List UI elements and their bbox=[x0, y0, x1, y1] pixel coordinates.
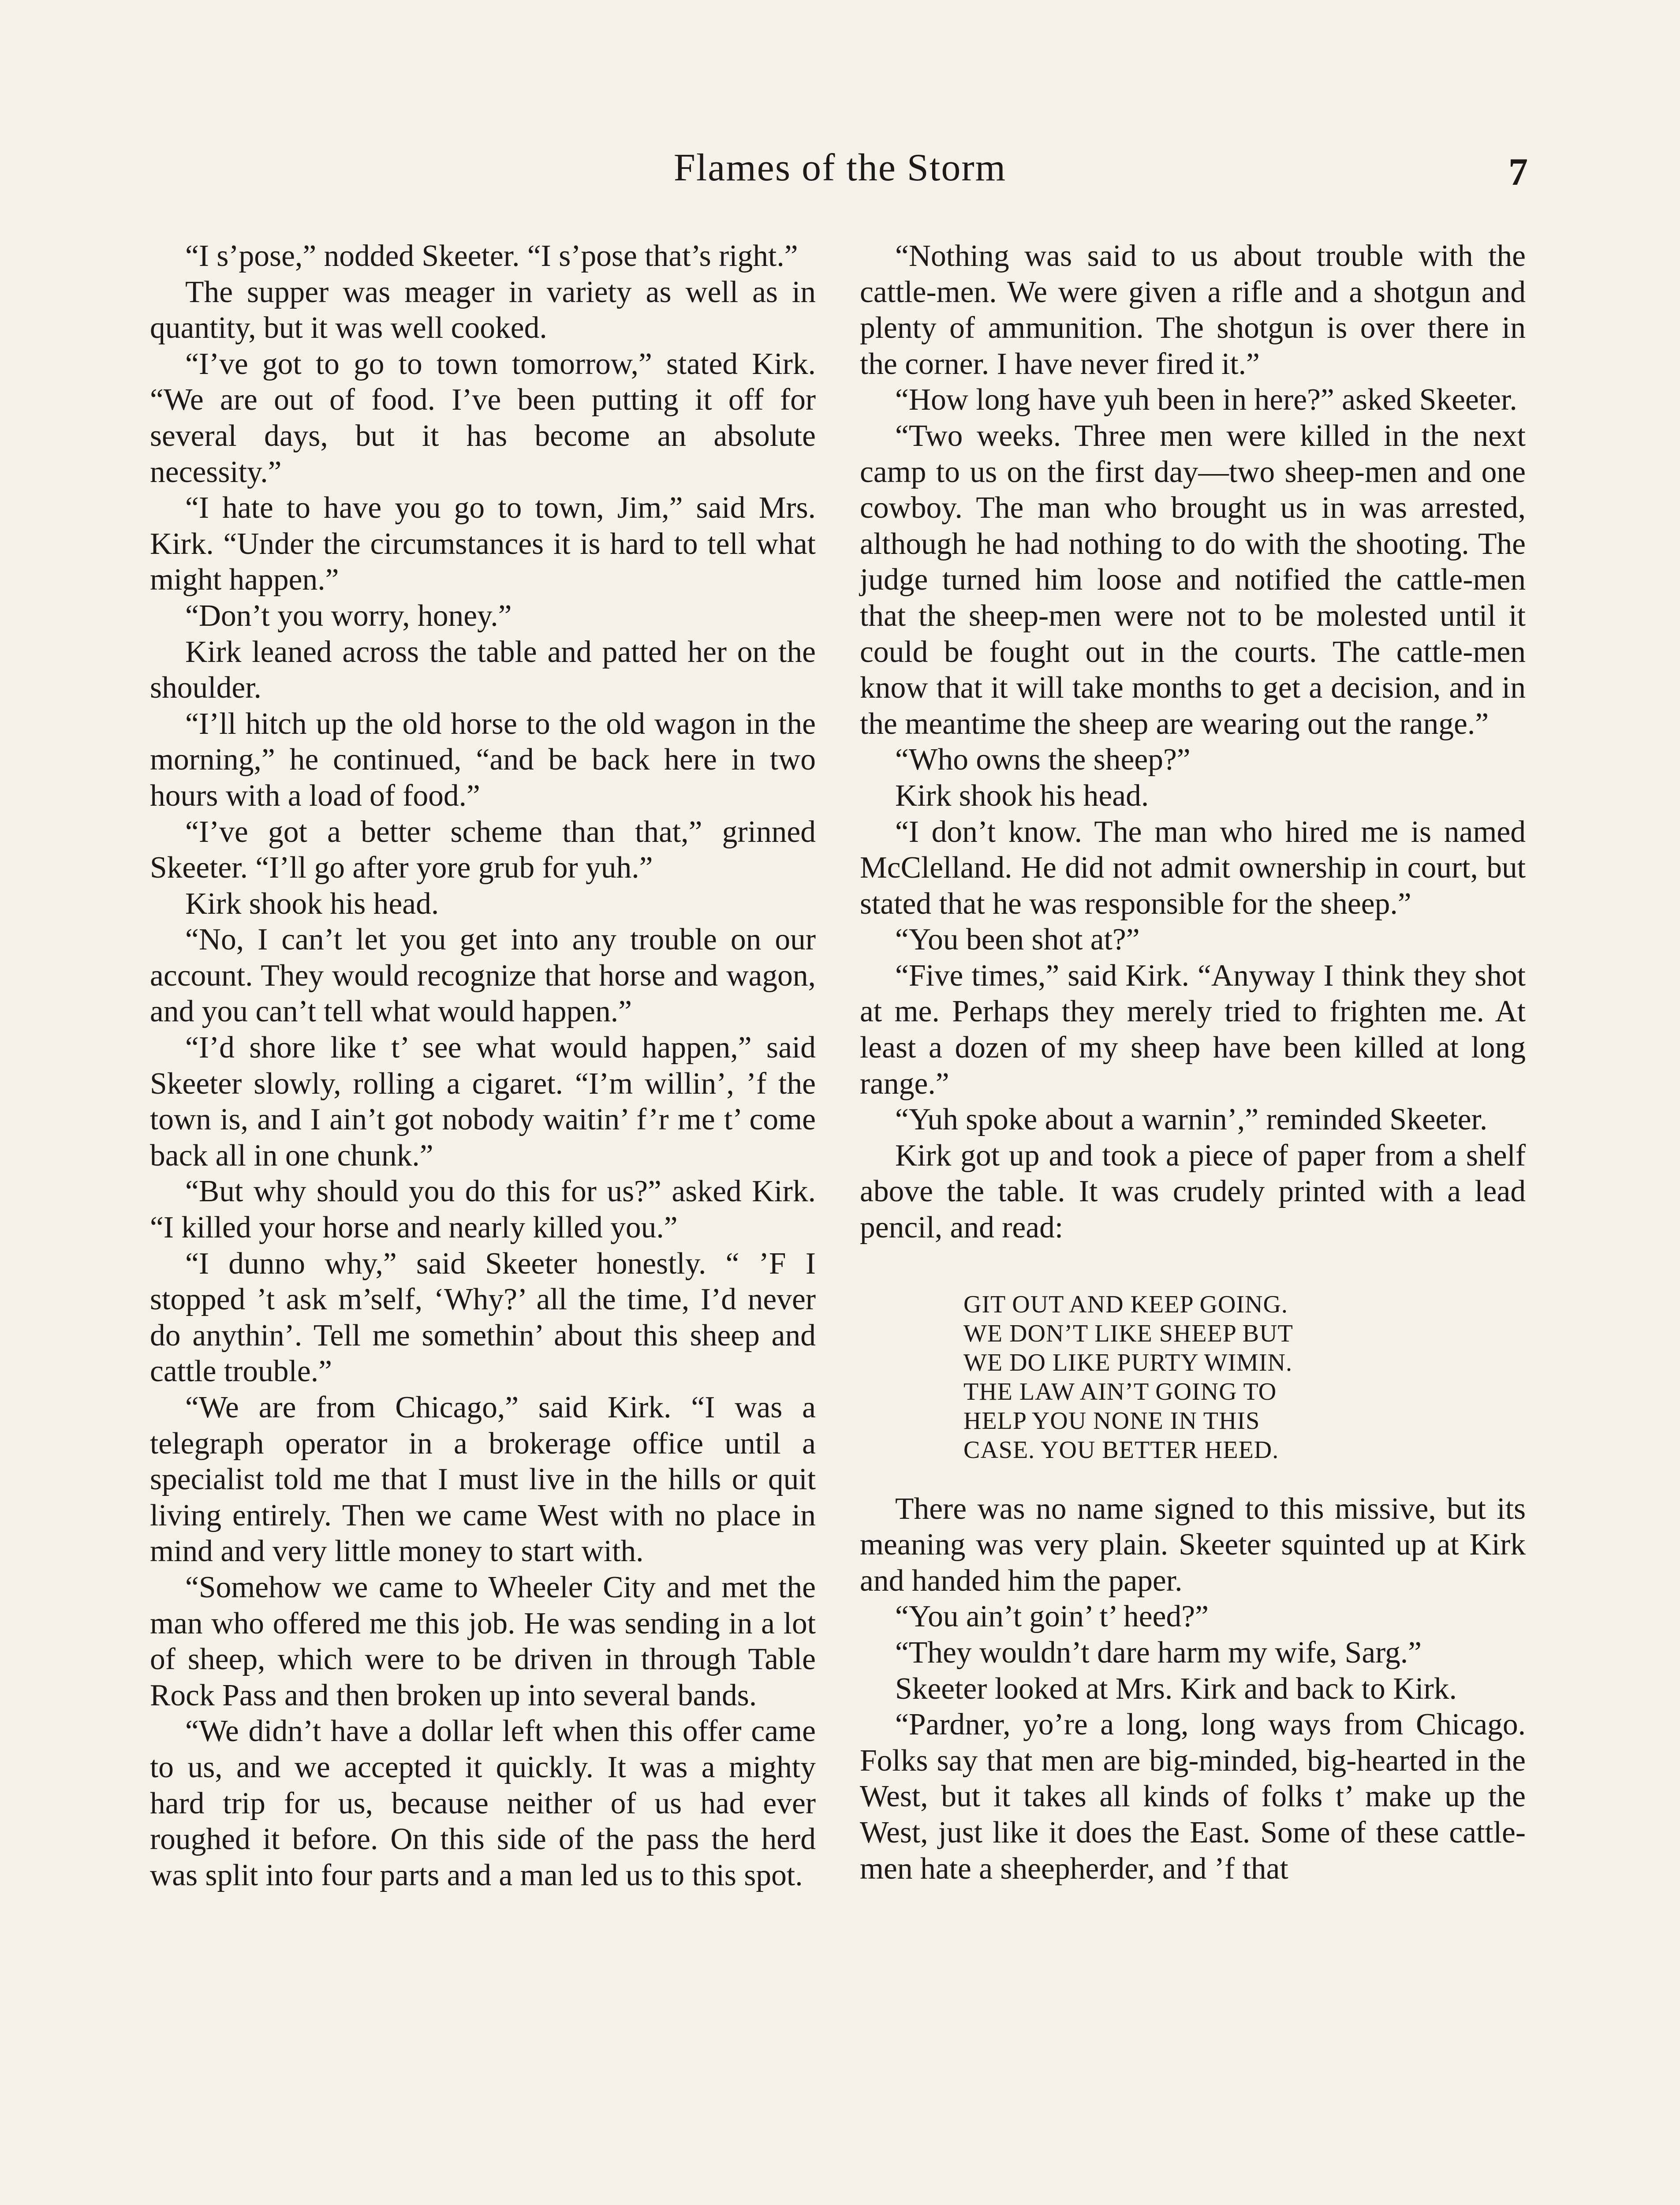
paragraph: “Five times,” said Kirk. “Anyway I think they shot at me. Perhaps they merely tried to frighten me. At least a dozen of my sheep have been killed at long range.” bbox=[860, 958, 1526, 1101]
paragraph: “I don’t know. The man who hired me is named McClelland. He did not admit ownership in court, but stated that he was responsible for the sheep.” bbox=[860, 815, 1526, 921]
paragraph: Kirk got up and took a piece of paper from a shelf above the table. It was crudely printed with a lead pencil, and read: bbox=[860, 1138, 1526, 1245]
paragraph: “Yuh spoke about a warnin’,” reminded Skeeter. bbox=[895, 1102, 1488, 1137]
paragraph: “Two weeks. Three men were killed in the next camp to us on the first day—two sheep-men and one cowboy. The man who brought us in was arrested, although he had nothing to do with the shooting. The judge turned him loose and notified the cattle-men that the sheep-men were not to be molested until it could be fought out in the courts. The cattle-men know that it will take months to get a decision, and in the meantime the sheep are wearing out the range.” bbox=[860, 419, 1526, 741]
paragraph: “But why should you do this for us?” asked Kirk. “I killed your horse and nearly killed you.” bbox=[150, 1174, 816, 1245]
paragraph: “They wouldn’t dare harm my wife, Sarg.” bbox=[895, 1636, 1422, 1670]
paragraph: “You been shot at?” bbox=[895, 923, 1140, 957]
paragraph: “I hate to have you go to town, Jim,” said Mrs. Kirk. “Under the circumstances it is hard to tell what might happen.” bbox=[150, 491, 816, 597]
left-column bbox=[150, 238, 816, 1893]
warning-note: GIT OUT AND KEEP GOING. WE DON’T LIKE SHEEP BUT WE DO LIKE PURTY WIMIN. THE LAW AIN’T GOING TO HELP YOU NONE IN THIS CASE. YOU BETTER HEED. bbox=[963, 1290, 1293, 1464]
paragraph: “Nothing was said to us about trouble with the cattle-men. We were given a rifle and a shotgun and plenty of ammunition. The shotgun is over there in the corner. I have never fired it.” bbox=[860, 239, 1526, 381]
paragraph: “Somehow we came to Wheeler City and met the man who offered me this job. He was sending in a lot of sheep, which were to be driven in through Table Rock Pass and then broken up into several bands. bbox=[150, 1570, 816, 1712]
paragraph: Kirk shook his head. bbox=[895, 778, 1149, 813]
paragraph: “I dunno why,” said Skeeter honestly. “ ’F I stopped ’t ask m’self, ‘Why?’ all the time, I’d never do anythin’. Tell me somethin’ about this sheep and cattle trouble.” bbox=[150, 1246, 816, 1389]
paragraph: “How long have yuh been in here?” asked Skeeter. bbox=[895, 383, 1517, 417]
paragraph: There was no name signed to this missive, but its meaning was very plain. Skeeter squinted up at Kirk and handed him the paper. bbox=[860, 1491, 1526, 1598]
right-column bbox=[860, 238, 1526, 1887]
paragraph: “I’d shore like t’ see what would happen,” said Skeeter slowly, rolling a cigaret. “I’m willin’, ’f the town is, and I ain’t got nobody waitin’ f’r me t’ come back all in one chunk.” bbox=[150, 1031, 816, 1173]
paragraph: The supper was meager in variety as well as in quantity, but it was well cooked. bbox=[150, 275, 816, 345]
paragraph: Kirk shook his head. bbox=[185, 886, 439, 921]
paragraph: “Don’t you worry, honey.” bbox=[185, 598, 512, 633]
paragraph: “Who owns the sheep?” bbox=[895, 743, 1191, 777]
paragraph: Kirk leaned across the table and patted her on the shoulder. bbox=[150, 635, 816, 705]
paragraph: “Pardner, yo’re a long, long ways from Chicago. Folks say that men are big-minded, big-hearted in the West, but it takes all kinds of folks t’ make up the West, just like it does the East. Some of these cattle-men hate a sheepherder, and ’f that bbox=[860, 1708, 1526, 1886]
paragraph: “I’ve got to go to town tomorrow,” stated Kirk. “We are out of food. I’ve been putting it off for several days, but it has become an absolute necessity.” bbox=[150, 347, 816, 489]
paragraph: “I’ll hitch up the old horse to the old wagon in the morning,” he continued, “and be back here in two hours with a load of food.” bbox=[150, 706, 816, 813]
page-number: 7 bbox=[1508, 151, 1528, 194]
paragraph: “I’ve got a better scheme than that,” grinned Skeeter. “I’ll go after yore grub for yuh.” bbox=[150, 815, 816, 885]
paragraph: “We didn’t have a dollar left when this offer came to us, and we accepted it quickly. It was a mighty hard trip for us, because neither of us had ever roughed it before. On this side of the pass the herd was split into four parts and a man led us to this spot. bbox=[150, 1714, 816, 1892]
page-title: Flames of the Storm bbox=[673, 146, 1007, 189]
paragraph: “We are from Chicago,” said Kirk. “I was a telegraph operator in a brokerage office until a specialist told me that I must live in the hills or quit living entirely. Then we came West with no place in mind and very little money to start with. bbox=[150, 1390, 816, 1569]
paragraph: “I s’pose,” nodded Skeeter. “I s’pose that’s right.” bbox=[185, 239, 798, 273]
paragraph: “No, I can’t let you get into any trouble on our account. They would recognize that horse and wagon, and you can’t tell what would happen.” bbox=[150, 923, 816, 1029]
paragraph: Skeeter looked at Mrs. Kirk and back to Kirk. bbox=[895, 1671, 1457, 1706]
paragraph: “You ain’t goin’ t’ heed?” bbox=[895, 1600, 1209, 1634]
